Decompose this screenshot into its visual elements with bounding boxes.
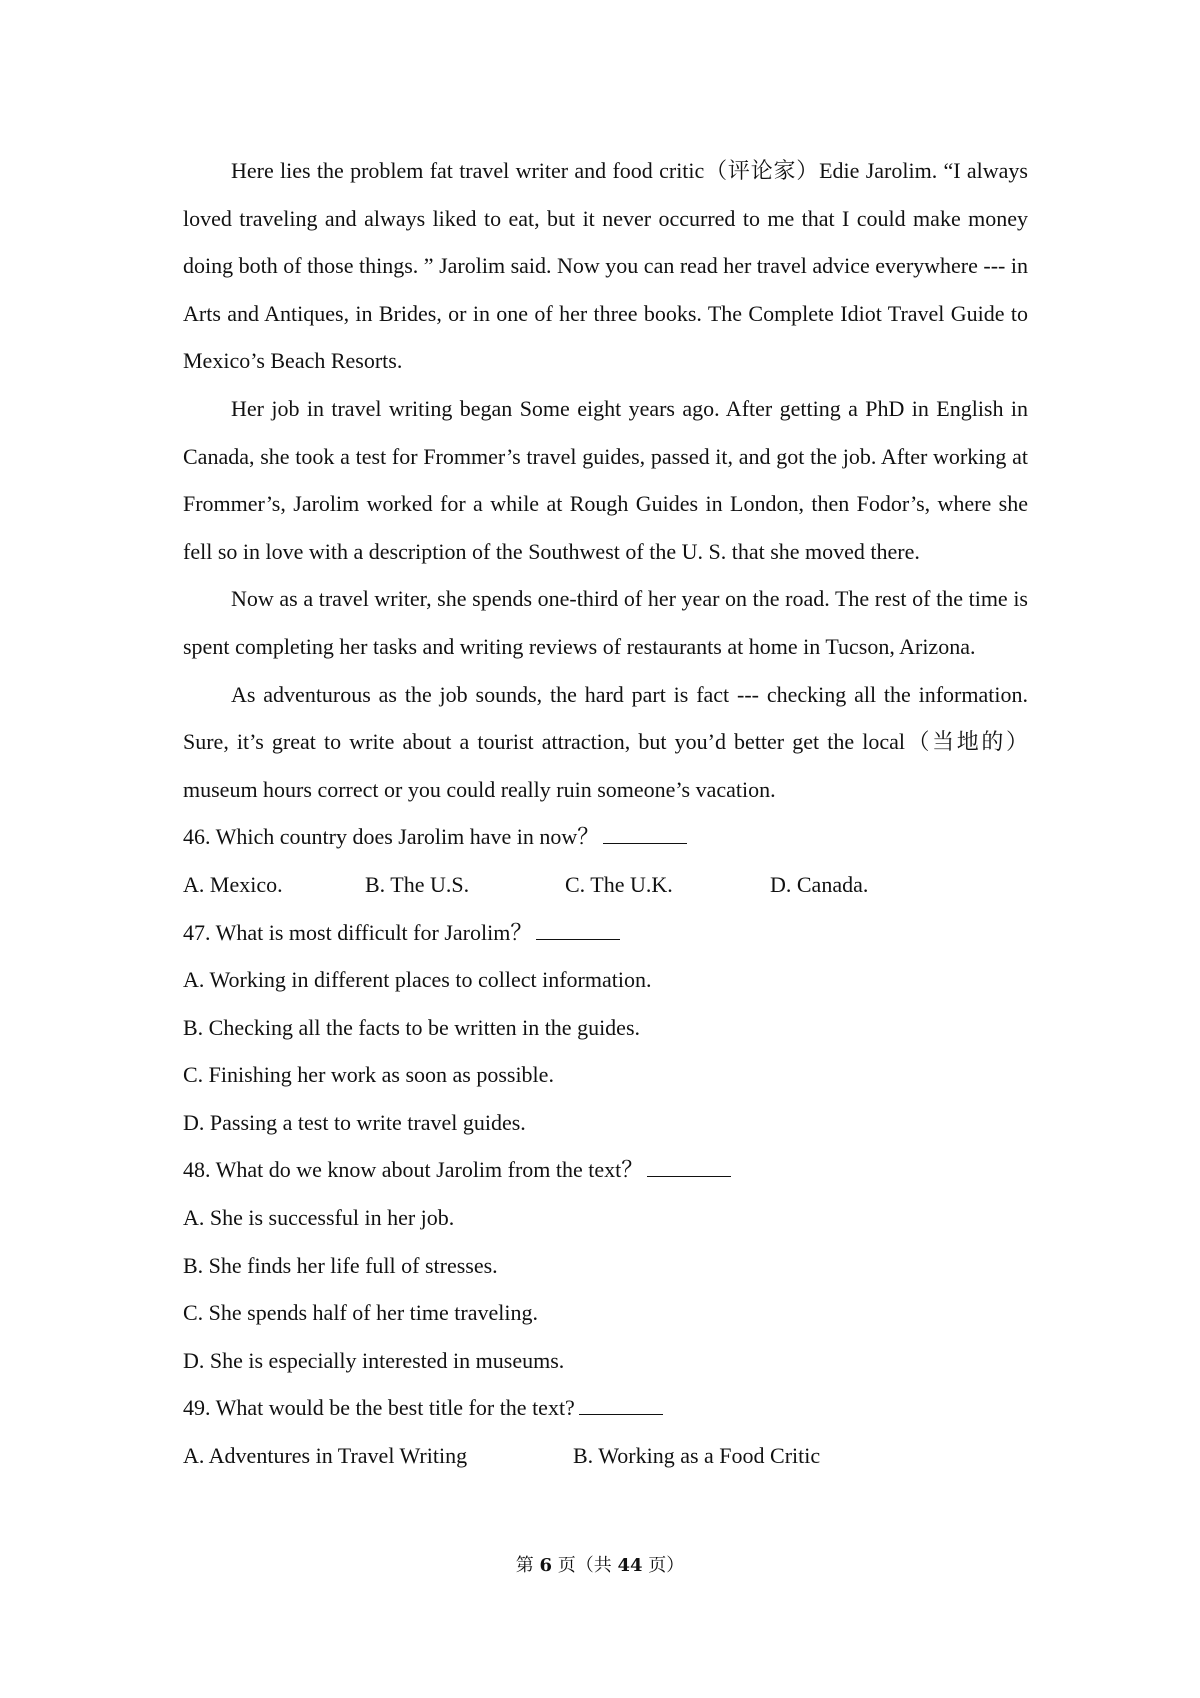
option-48-a: A. She is successful in her job. xyxy=(183,1205,455,1231)
question-49 xyxy=(183,1384,1028,1432)
option-48-d: D. She is especially interested in museums. xyxy=(183,1347,565,1373)
question-48-stem: 48. What do we know about Jarolim from the text？ xyxy=(183,1157,644,1183)
option-49-a: A. Adventures in Travel Writing xyxy=(183,1443,468,1469)
option-47-a: A. Working in different places to collect information. xyxy=(183,967,652,993)
option-46-a: A. Mexico. xyxy=(183,871,283,897)
footer-middle: 页（共 xyxy=(557,1555,612,1576)
answer-blank-46 xyxy=(603,825,687,844)
footer-total-pages: 44 xyxy=(617,1555,643,1576)
question-47-stem: 47. What is most difficult for Jarolim？ xyxy=(183,919,533,945)
document-content xyxy=(183,147,1028,1480)
option-48-b: B. She finds her life full of stresses. xyxy=(183,1252,498,1278)
passage-paragraph-2: Her job in travel writing began Some eight years ago. After getting a PhD in English in Canada, she took a test for Frommer’s travel guides, passed it, and got the job. After working at Frommer’s, Jarolim worked for a while at Rough Guides in London, then Fodor’s, where she fell so in love with a description of the Southwest of the U. S. that she moved there. xyxy=(183,395,1028,564)
question-49-stem: 49. What would be the best title for the text? xyxy=(183,1395,575,1421)
passage-paragraph-3: Now as a travel writer, she spends one-third of her year on the road. The rest of the time is spent completing her tasks and writing reviews of restaurants at home in Tucson, Arizona. xyxy=(183,586,1028,659)
passage-paragraph-1: Here lies the problem fat travel writer and food critic（评论家）Edie Jarolim. “I always loved traveling and always liked to eat, but it never occurred to me that I could make money doing both of those things. ” Jarolim said. Now you can read her travel advice everywhere --- in Arts and Antiques, in Brides, or in one of her three books. The Complete Idiot Travel Guide to Mexico’s Beach Resorts. xyxy=(183,158,1028,374)
passage-paragraph-4: As adventurous as the job sounds, the hard part is fact --- checking all the information. Sure, it’s great to write about a tourist attraction, but you’d better get the local（当地的）museum hours correct or you could really ruin someone’s vacation. xyxy=(183,681,1028,802)
question-48 xyxy=(183,1146,1028,1194)
option-46-d: D. Canada. xyxy=(770,871,869,897)
option-47-b: B. Checking all the facts to be written in the guides. xyxy=(183,1014,641,1040)
answer-blank-47 xyxy=(536,921,620,940)
question-46-options xyxy=(183,861,1028,909)
footer-page-number: 6 xyxy=(539,1555,552,1576)
option-49-b: B. Working as a Food Critic xyxy=(573,1443,821,1469)
option-48-c: C. She spends half of her time traveling. xyxy=(183,1300,538,1326)
option-47-d: D. Passing a test to write travel guides. xyxy=(183,1109,526,1135)
question-46 xyxy=(183,813,1028,861)
question-47 xyxy=(183,909,1028,957)
question-49-options xyxy=(183,1432,1028,1480)
question-46-stem: 46. Which country does Jarolim have in now？ xyxy=(183,824,600,850)
answer-blank-49 xyxy=(579,1396,663,1415)
page-footer xyxy=(0,1554,1200,1578)
option-46-b: B. The U.S. xyxy=(365,871,470,897)
footer-prefix: 第 xyxy=(515,1555,534,1576)
answer-blank-48 xyxy=(647,1158,731,1177)
option-47-c: C. Finishing her work as soon as possible. xyxy=(183,1062,554,1088)
footer-suffix: 页） xyxy=(648,1555,685,1576)
option-46-c: C. The U.K. xyxy=(565,871,673,897)
